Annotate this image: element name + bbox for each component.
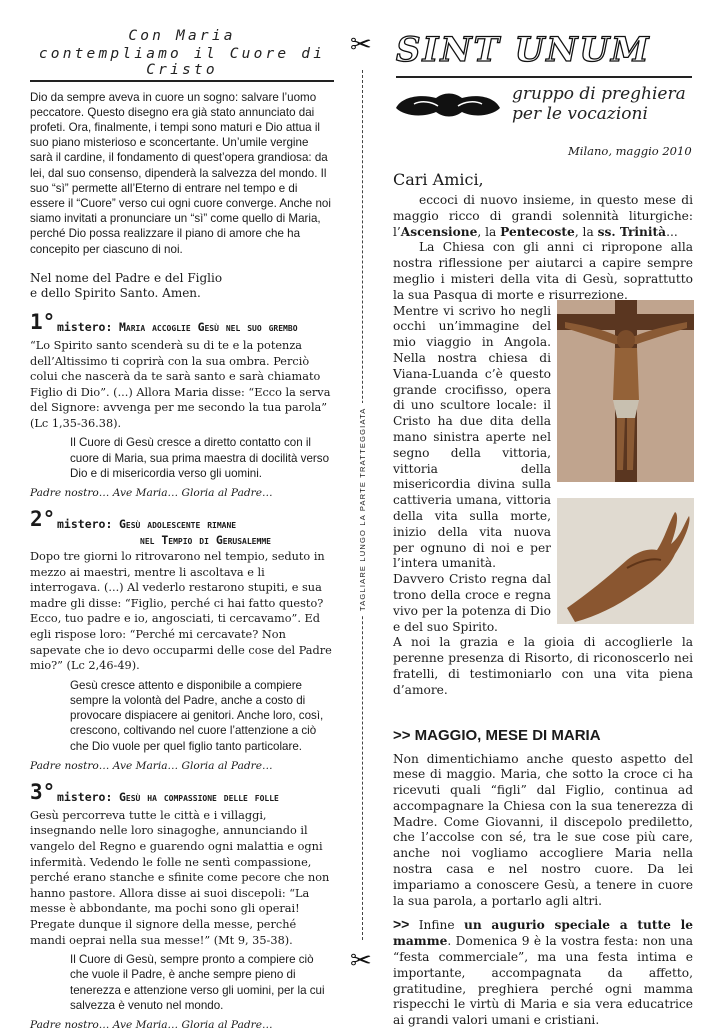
invocation xyxy=(30,271,334,302)
mystery-3-label: mistero: xyxy=(57,789,113,804)
praying-hands-icon xyxy=(392,88,504,122)
mystery-3-prayer: Padre nostro… Ave Maria… Gloria al Padre… xyxy=(30,1019,273,1031)
subtitle xyxy=(512,84,686,124)
letter-paragraph-3b: Davvero Cristo regna dal trono della croce e regna vivo per la potenza di Dio e del suo Spirito. xyxy=(393,572,551,634)
subtitle-line2: per le vocazioni xyxy=(512,104,648,124)
mystery-3-title: Gesù ha compassione delle folle xyxy=(119,789,279,804)
p1-text-c: , la xyxy=(574,224,598,239)
greeting: Cari Amici, xyxy=(393,170,484,189)
mystery-2-label: mistero: xyxy=(57,517,113,532)
p1-ascension: Ascensione xyxy=(400,224,478,239)
mystery-1-prayer: Padre nostro… Ave Maria… Gloria al Padre… xyxy=(30,487,273,500)
mystery-3-reflection: Il Cuore di Gesù, sempre pronto a compiere ciò che vuole il Padre, è anche sempre pieno di tenerezza e attenzione verso gli uomini, per la cui salvezza è venuto nel mondo. xyxy=(70,953,325,1012)
p6-bold: un augurio speciale a tutte le mamme xyxy=(393,918,693,949)
mystery-1-label: mistero: xyxy=(57,319,113,334)
mystery-3-number: 3° xyxy=(30,779,56,804)
p1-text-d: ... xyxy=(666,224,678,239)
mystery-2-scripture: Dopo tre giorni lo ritrovarono nel tempio, seduto in mezzo ai maestri, mentre li ascoltava e li interrogava. (...) Al vederlo restarono stupiti, e sua madre gli disse: “Figlio, perché ci hai fatto questo? Ecco, tuo padre e io, angosciati, ti cercavamo”. Ed egli rispose loro: “Perché mi cercavate? Non sapevate che io devo occuparmi delle cose del Padre mio?” (Lc 2,46-49). xyxy=(30,550,332,673)
letter-paragraph-4: A noi la grazia e la gioia di accoglierle la perenne presenza di Risorto, di riconoscerlo nei fratelli, di testimoniarlo con una vita piena d’amore. xyxy=(393,635,693,697)
scissors-icon: ✂ xyxy=(350,30,372,59)
cut-instruction: TAGLIARE LUNGO LA PARTE TRATTEGGIATA xyxy=(358,403,367,615)
mystery-1-reflection: Il Cuore di Gesù cresce a diretto contatto con il cuore di Maria, sua prima maestra di docilità verso Dio e di misericordia verso gli uomini. xyxy=(70,436,330,480)
newsletter-logo: SINT UNUM xyxy=(396,30,651,70)
invocation-line2: e dello Spirito Santo. Amen. xyxy=(30,286,201,301)
mystery-2-heading xyxy=(30,507,334,549)
left-heading-rule xyxy=(30,80,334,82)
masthead-rule xyxy=(396,76,692,78)
mystery-1-title: Maria accoglie Gesù nel suo grembo xyxy=(119,319,298,334)
mystery-1-scripture: “Lo Spirito santo scenderà su di te e la potenza dell’Altissimo ti coprirà con la sua ombra. Perciò colui che nascerà da te sarà santo e sarà chiamato Figlio di Dio”. (...) Allora Maria disse: “Ecco la serva del Signore: avvenga per me secondo la tua parola” (Lc 1,35-36.38). xyxy=(30,338,331,430)
invocation-line1: Nel nome del Padre e del Figlio xyxy=(30,270,223,285)
left-heading-line2: contempliamo il Cuore di Cristo xyxy=(38,46,326,78)
issue-date: Milano, maggio 2010 xyxy=(568,144,692,158)
p6-arrow: >> xyxy=(393,916,410,933)
p1-trinity: ss. Trinità xyxy=(597,224,667,239)
mystery-2-number: 2° xyxy=(30,507,56,532)
p6-text-a: Infine xyxy=(409,918,464,933)
intro-paragraph: Dio da sempre aveva in cuore un sogno: salvare l’uomo peccatore. Questo disegno era già stato annunciato dai profeti. Ora, finalmente, i tempi sono maturi e Dio attua il suo piano misterioso e sconcertante. Un’umile vergine sarà il cardine, il fondamento di quest’opera grandiosa: da lei, dal suo consenso, dipenderà la salvezza del mondo. Il suo “sì” permette all’Eterno di entrare nel tempo e di essere il “Cuore” verso cui ogni cuore converge. Anche noi siamo invitati a pronunciare un “sì” come quello di Maria, perché Dio possa realizzare il piano di amore che ha concepito per ciascuno di noi. xyxy=(30,90,331,256)
p2-text: La Chiesa con gli anni ci ripropone alla nostra riflessione per aiutarci a capire sempre meglio i misteri della vita di Gesù, soprattutto la sua Pasqua di morte e risurrezione. xyxy=(393,240,693,302)
letter-paragraph-5: Non dimentichiamo anche questo aspetto del mese di maggio. Maria, che sotto la croce ci ha ricevuti quali “figli” dal Figlio, continua ad accompagnare la Chiesa con la sua tenerezza di Madre. Come Giovanni, il discepolo prediletto, che l’accolse con sé, tra le sue cose più care, anche noi vogliamo accogliere Maria nella nostra casa e nel nostro cuore. Da lei impariamo a conoscere Gesù, a tenere in cuore la sua parola, a portarlo agli altri. xyxy=(393,751,693,908)
mystery-1-number: 1° xyxy=(30,309,56,334)
mystery-2-reflection: Gesù cresce attento e disponibile a compiere sempre la volontà del Padre, anche a costo di provocare dispiacere ai genitori. Anche loro, così, crescono, coltivando nel cuore l’attenzione a ciò che Dio vuole per quel figlio tanto particolare. xyxy=(70,678,324,753)
p1-pentecost: Pentecoste xyxy=(500,224,575,239)
mystery-2-title-line2: nel Tempio di Gerusalemme xyxy=(140,533,271,548)
mystery-3-heading xyxy=(30,779,334,808)
subtitle-line1: gruppo di preghiera xyxy=(512,84,686,104)
mystery-2-title: Gesù adolescente rimane xyxy=(119,517,237,532)
p1-text-a: eccoci di nuovo insieme, in questo mese di maggio ricco di grandi solennità liturgiche: l’ xyxy=(393,193,693,239)
p1-text-b: , la xyxy=(477,224,501,239)
mystery-3-scripture: Gesù percorreva tutte le città e i villaggi, insegnando nelle loro sinagoghe, annunciando il vangelo del Regno e guarendo ogni malattia e ogni infermità. Vedendo le folle ne sentì compassione, perché erano stanche e sfinite come pecore che non hanno pastore. Allora disse ai suoi discepoli: “La messe è abbondante, ma pochi sono gli operai! Pregate dunque il signore della messe, perché mandi oeprai nella sua messe!” (Mt 9, 35-38). xyxy=(30,808,330,947)
p6-text-b: . Domenica 9 è la vostra festa: non una “festa commerciale”, ma una festa intima e importante, accompagnata da affetto, gratitudine, preghiera perché ogni mamma rispecchi le virtù di Maria e sia vera educatrice ai grandi valori umani e cristiani. xyxy=(393,934,693,1028)
section-title: >> MAGGIO, MESE DI MARIA xyxy=(393,726,601,744)
mystery-1-heading xyxy=(30,309,334,338)
letter-column xyxy=(393,170,693,1029)
scissors-icon: ✂ xyxy=(350,946,372,975)
letter-paragraph-6 xyxy=(393,917,693,1029)
letter-paragraph-2 xyxy=(393,240,693,303)
letter-paragraph-1 xyxy=(393,193,693,240)
left-heading-line1: Con Maria xyxy=(128,28,236,44)
left-column xyxy=(30,28,334,1031)
mystery-2-prayer: Padre nostro… Ave Maria… Gloria al Padre… xyxy=(30,759,273,772)
letter-paragraph-3: Mentre vi scrivo ho negli occhi un’immagine del mio viaggio in Angola. Nella nostra chiesa di Viana-Luanda c’è questo grande crocifisso, opera di uno scultore locale: il Cristo ha due dita della mano sinistra aperte nel segno della vittoria, vittoria della misericordia divina sulla cattiveria umana, vittoria della vita sulla morte, inizio della vita nuova per ognuno di noi e per l’intera umanità. xyxy=(393,303,551,571)
